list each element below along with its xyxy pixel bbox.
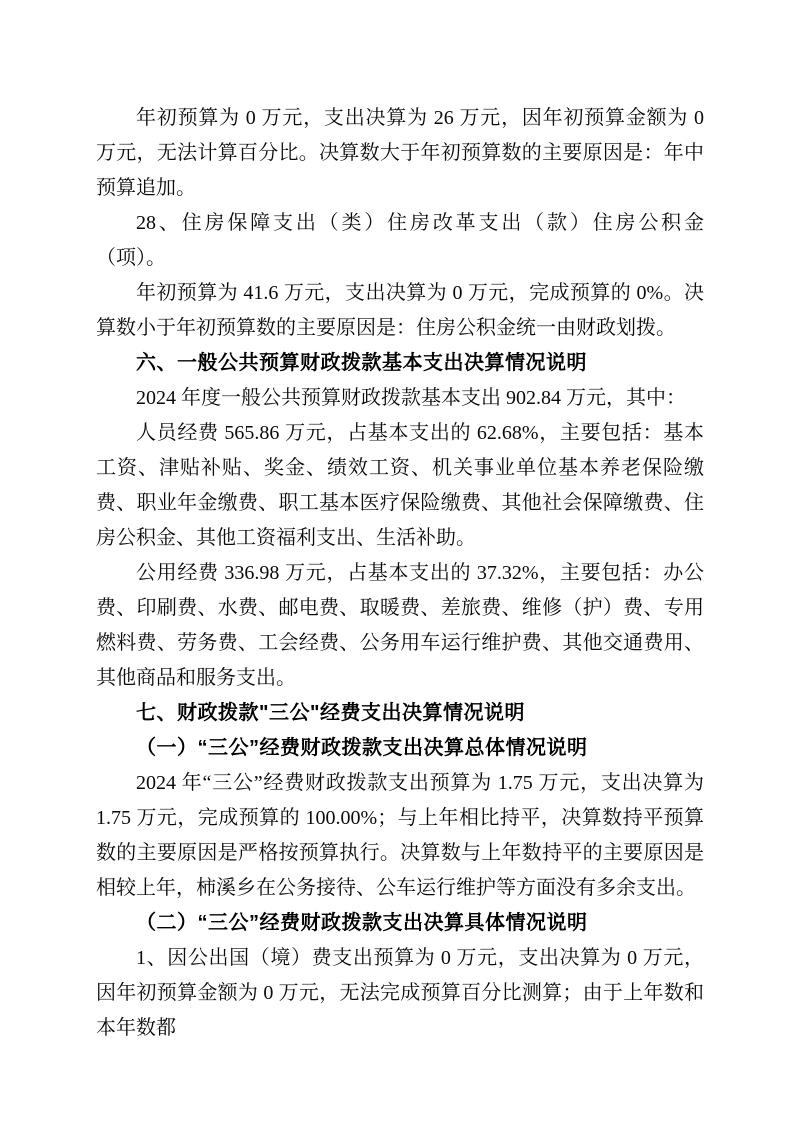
paragraph-public-funds: 公用经费 336.98 万元，占基本支出的 37.32%，主要包括：办公费、印刷费、水费、邮电费、取暖费、差旅费、维修（护）费、专用燃料费、劳务费、工会经费、公务用车运行维护费、其他交通费用、其他商品和服务支出。 (96, 562, 704, 689)
heading-section-6: 六、一般公共预算财政拨款基本支出决算情况说明 (136, 352, 587, 374)
heading-section-7-2: （二）“三公”经费财政拨款支出决算具体情况说明 (136, 912, 588, 934)
paragraph-housing-fund-detail: 年初预算为 41.6 万元，支出决算为 0 万元，完成预算的 0%。决算数小于年初预算数的主要原因是：住房公积金统一由财政划拨。 (96, 282, 704, 339)
heading-section-7: 七、财政拨款"三公"经费支出决算情况说明 (136, 702, 525, 724)
document-content (96, 101, 704, 1046)
paragraph-sangong-overall: 2024 年“三公”经费财政拨款支出预算为 1.75 万元，支出决算为 1.75 万元，完成预算的 100.00%；与上年相比持平，决算数持平预算数的主要原因是严格按预算执行。决算数与上年数持平的主要原因是相较上年，柿溪乡在公务接待、公车运行维护等方面没有多余支出。 (96, 772, 704, 899)
paragraph-abroad-expense: 1、因公出国（境）费支出预算为 0 万元，支出决算为 0 万元，因年初预算金额为 0 万元，无法完成预算百分比测算；由于上年数和本年数都 (96, 947, 704, 1039)
heading-section-7-1: （一）“三公”经费财政拨款支出决算总体情况说明 (136, 737, 588, 759)
paragraph-item-28-housing: 28、住房保障支出（类）住房改革支出（款）住房公积金（项）。 (96, 212, 704, 269)
paragraph-budget-26wan: 年初预算为 0 万元，支出决算为 26 万元，因年初预算金额为 0 万元，无法计算百分比。决算数大于年初预算数的主要原因是：年中预算追加。 (96, 107, 704, 199)
paragraph-basic-expenditure-total: 2024 年度一般公共预算财政拨款基本支出 902.84 万元，其中： (136, 387, 686, 409)
paragraph-personnel-funds: 人员经费 565.86 万元，占基本支出的 62.68%，主要包括：基本工资、津贴补贴、奖金、绩效工资、机关事业单位基本养老保险缴费、职业年金缴费、职工基本医疗保险缴费、其他社会保障缴费、住房公积金、其他工资福利支出、生活补助。 (96, 422, 704, 549)
